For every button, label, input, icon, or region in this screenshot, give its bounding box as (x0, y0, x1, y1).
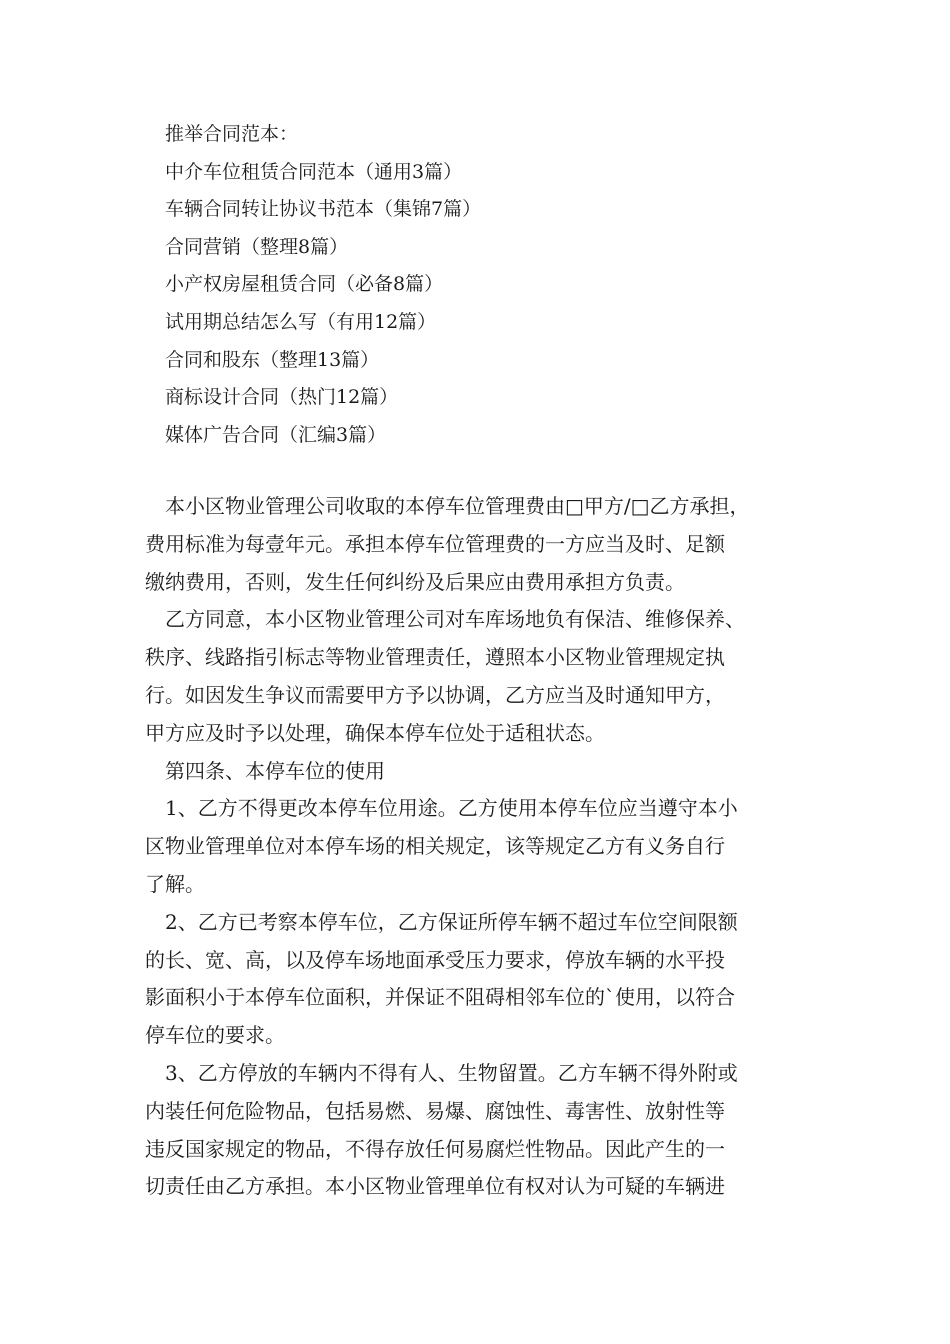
recommended-item[interactable]: 车辆合同转让协议书范本（集锦7篇） (165, 198, 482, 221)
body-line: 1、乙方不得更改本停车位用途。乙方使用本停车位应当遵守本小 (145, 796, 738, 821)
recommended-item[interactable]: 试用期总结怎么写（有用12篇） (165, 310, 437, 333)
recommended-item[interactable]: 合同和股东（整理13篇） (165, 348, 380, 371)
body-line: 切责任由乙方承担。本小区物业管理单位有权对认为可疑的车辆进 (145, 1174, 725, 1199)
section-heading: 第四条、本停车位的使用 (145, 758, 385, 783)
recommended-item[interactable]: 媒体广告合同（汇编3篇） (165, 423, 387, 446)
body-line: 了解。 (145, 871, 205, 896)
body-line: 内装任何危险物品，包括易燃、易爆、腐蚀性、毒害性、放射性等 (145, 1098, 725, 1123)
body-line: 影面积小于本停车位面积，并保证不阻碍相邻车位的`使用，以符合 (145, 985, 735, 1010)
body-line: 停车位的要求。 (145, 1023, 285, 1048)
recommended-heading: 推举合同范本： (165, 123, 299, 145)
body-line: 3、乙方停放的车辆内不得有人、生物留置。乙方车辆不得外附或 (145, 1060, 738, 1085)
body-line: 费用标准为每壹年元。承担本停车位管理费的一方应当及时、足额 (145, 531, 725, 556)
contract-body (145, 488, 825, 1206)
body-line: 区物业管理单位对本停车场的相关规定，该等规定乙方有义务自行 (145, 834, 725, 859)
body-line: 甲方应及时予以处理，确保本停车位处于适租状态。 (145, 720, 605, 745)
body-line: 行。如因发生争议而需要甲方予以协调，乙方应当及时通知甲方， (145, 682, 725, 707)
body-line: 2、乙方已考察本停车位，乙方保证所停车辆不超过车位空间限额 (145, 909, 738, 934)
recommended-contracts-list (165, 116, 481, 454)
body-line: 的长、宽、高，以及停车场地面承受压力要求，停放车辆的水平投 (145, 947, 725, 972)
body-line: 本小区物业管理公司收取的本停车位管理费由□甲方/□乙方承担， (145, 494, 750, 518)
body-line: 缴纳费用，否则，发生任何纠纷及后果应由费用承担方负责。 (145, 569, 685, 594)
recommended-item[interactable]: 合同营销（整理8篇） (165, 235, 349, 258)
body-line: 秩序、线路指引标志等物业管理责任，遵照本小区物业管理规定执 (145, 645, 725, 670)
recommended-item[interactable]: 商标设计合同（热门12篇） (165, 386, 399, 409)
recommended-item[interactable]: 小产权房屋租赁合同（必备8篇） (165, 273, 444, 296)
recommended-item[interactable]: 中介车位租赁合同范本（通用3篇） (165, 160, 463, 183)
body-line: 乙方同意，本小区物业管理公司对车库场地负有保洁、维修保养、 (145, 607, 745, 632)
body-line: 违反国家规定的物品，不得存放任何易腐烂性物品。因此产生的一 (145, 1136, 725, 1161)
